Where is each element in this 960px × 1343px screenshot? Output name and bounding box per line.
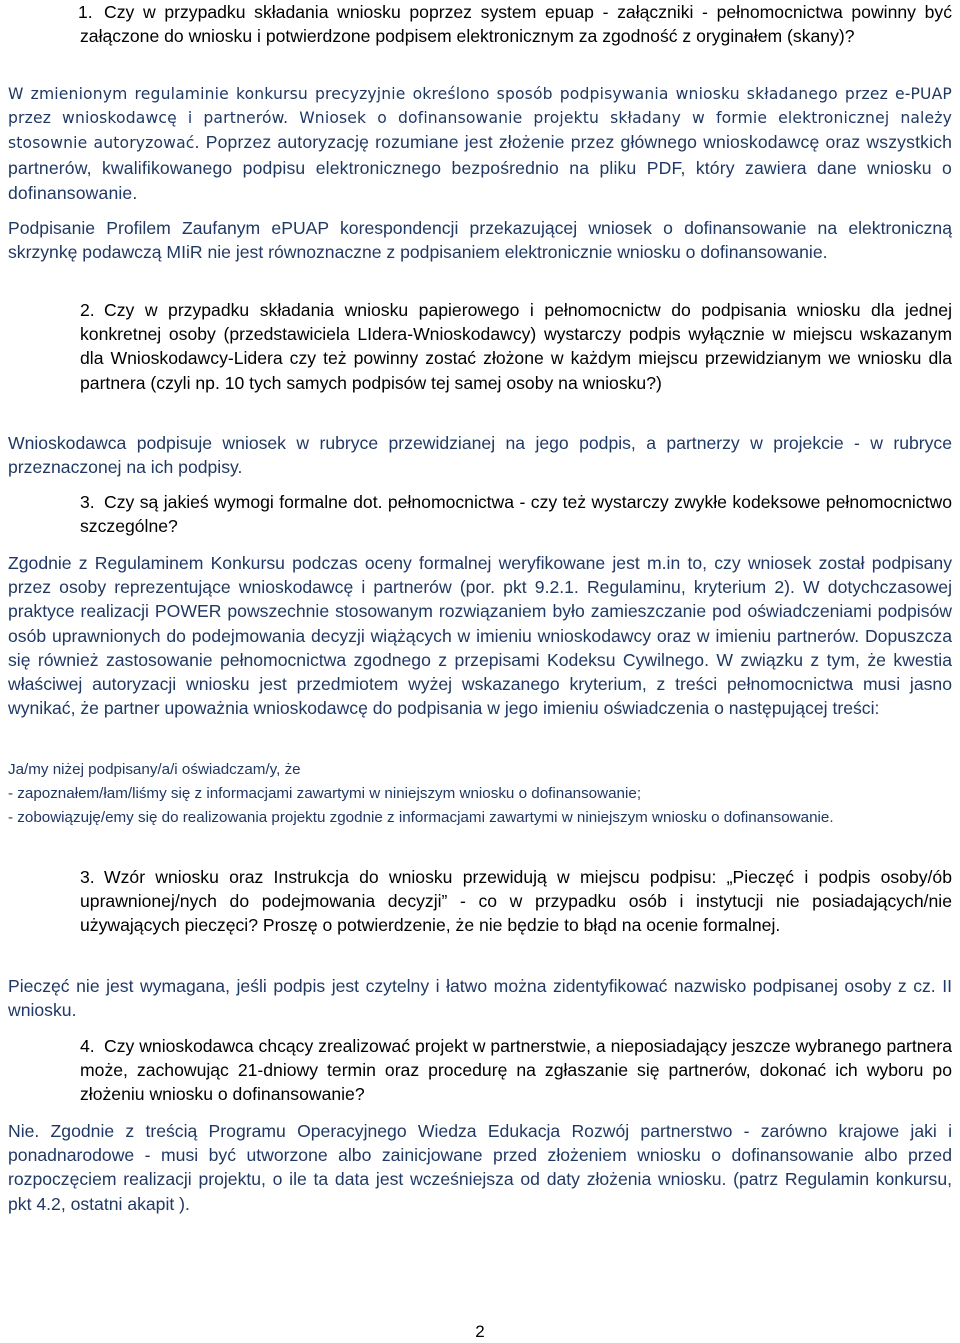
answer-1-part1: W zmienionym regulaminie konkursu precyzyjnie określono sposób podpisywania wniosku składanego przez e-PUAP przez wnioskodawcę i partnerów. Wniosek o dofinansowanie projektu składany w formie elektronicznej należy stosownie autoryzować.	[8, 85, 952, 153]
question-2	[80, 298, 952, 395]
answer-3-form-template: Pieczęć nie jest wymagana, jeśli podpis jest czytelny i łatwo można zidentyfikować nazwisko podpisanej osoby z cz. II wniosku.	[8, 976, 952, 1021]
answer-1	[8, 82, 952, 206]
answer-2: Wnioskodawca podpisuje wniosek w rubryce przewidzianej na jego podpis, a partnerzy w projekcie - w rubryce przeznaczonej na ich podpisy.	[8, 433, 952, 478]
question-number: 4.	[80, 1036, 95, 1056]
question-1	[80, 0, 952, 48]
question-text: Czy są jakieś wymogi formalne dot. pełnomocnictwa - czy też wystarczy zwykłe kodeksowe pełnomocnictwo szczególne?	[80, 492, 952, 537]
question-text: Czy wnioskodawca chcący zrealizować projekt w partnerstwie, a nieposiadający jeszcze wybranego partnera może, zachowując 21-dniowy termin oraz procedurę na zgłaszanie się partnerów, dokonać ich wyboru po złożeniu wniosku o dofinansowanie?	[80, 1036, 952, 1105]
question-number: 1.	[78, 2, 93, 22]
declaration-line-3: - zobowiązuję/emy się do realizowania projektu zgodnie z informacjami zawartymi w niniejszym wniosku o dofinansowanie.	[8, 809, 834, 826]
page-number: 2	[475, 1322, 485, 1341]
question-number: 2.	[80, 300, 95, 320]
question-text: Czy w przypadku składania wniosku papierowego i pełnomocnictw do podpisania wniosku dla jednej konkretnej osoby (przedstawiciela LIdera-Wnioskodawcy) wystarczy podpis wyłącznie w miejscu wskazanym dla Wnioskodawcy-Lidera czy też powinny zostać złożone w każdym miejscu przewidzianym we wniosku dla partnera (czyli np. 10 tych samych podpisów tej samej osoby na wniosku?)	[80, 300, 952, 393]
declaration-line-2: - zapoznałem/łam/liśmy się z informacjami zawartymi w niniejszym wniosku o dofinansowanie;	[8, 785, 642, 802]
question-4	[80, 1034, 952, 1107]
answer-1-part2: Poprzez autoryzację rozumiane jest złożenie przez głównego wnioskodawcę oraz wszystkich partnerów, kwalifikowanego podpisu elektronicznego bezpośrednio na pliku PDF, który zawiera dane wniosku o dofinansowanie.	[8, 132, 953, 203]
answer-3: Zgodnie z Regulaminem Konkursu podczas oceny formalnej weryfikowane jest m.in to, czy wniosek został podpisany przez osoby reprezentujące wnioskodawcę i partnerów (por. pkt 9.2.1. Regulaminu, kryterium 2). W dotychczasowej praktyce realizacji POWER powszechnie stosowanym rozwiązaniem było zamieszczanie pod oświadczeniami podpisów osób uprawnionych do podejmowania decyzji wiążących w imieniu wnioskodawcy oraz w imieniu partnerów. Dopuszcza się również zastosowanie pełnomocnictwa zgodnego z przepisami Kodeksu Cywilnego. W związku z tym, że kwestia właściwej autoryzacji wniosku jest przedmiotem wyżej wskazanego kryterium, z treści pełnomocnictwa musi jasno wynikać, że partner upoważnia wnioskodawcę do podpisania w jego imieniu oświadczenia o następującej treści:	[8, 553, 952, 719]
question-3	[80, 490, 952, 538]
answer-1-paragraph-2: Podpisanie Profilem Zaufanym ePUAP korespondencji przekazującej wniosek o dofinansowanie na elektroniczną skrzynkę podawczą MIiR nie jest równoznaczne z podpisaniem elektronicznie wniosku o dofinansowanie.	[8, 218, 952, 263]
question-text: Wzór wniosku oraz Instrukcja do wniosku przewidują w miejscu podpisu: „Pieczęć i podpis osoby/ób uprawnionej/nych do podejmowania decyzji” - co w przypadku osób i instytucji nie posiadających/nie używających pieczęci? Proszę o potwierdzenie, że nie będzie to błąd na ocenie formalnej.	[80, 867, 952, 936]
question-3-form-template	[80, 865, 952, 938]
answer-4: Nie. Zgodnie z treścią Programu Operacyjnego Wiedza Edukacja Rozwój partnerstwo - zarówno krajowe jaki i ponadnarodowe - musi być utworzone albo zainicjowane przed złożeniem wniosku o dofinansowanie albo przed rozpoczęciem realizacji projektu, o ile ta data jest wcześniejsza od daty złożenia wniosku. (patrz Regulamin konkursu, pkt 4.2, ostatni akapit ).	[8, 1121, 952, 1214]
question-text: Czy w przypadku składania wniosku poprzez system epuap - załączniki - pełnomocnictwa powinny być załączone do wniosku i potwierdzone podpisem elektronicznym za zgodność z oryginałem (skany)?	[80, 2, 952, 47]
declaration-line-1: Ja/my niżej podpisany/a/i oświadczam/y, że	[8, 761, 301, 778]
question-number: 3.	[80, 867, 95, 887]
question-number: 3.	[80, 492, 95, 512]
